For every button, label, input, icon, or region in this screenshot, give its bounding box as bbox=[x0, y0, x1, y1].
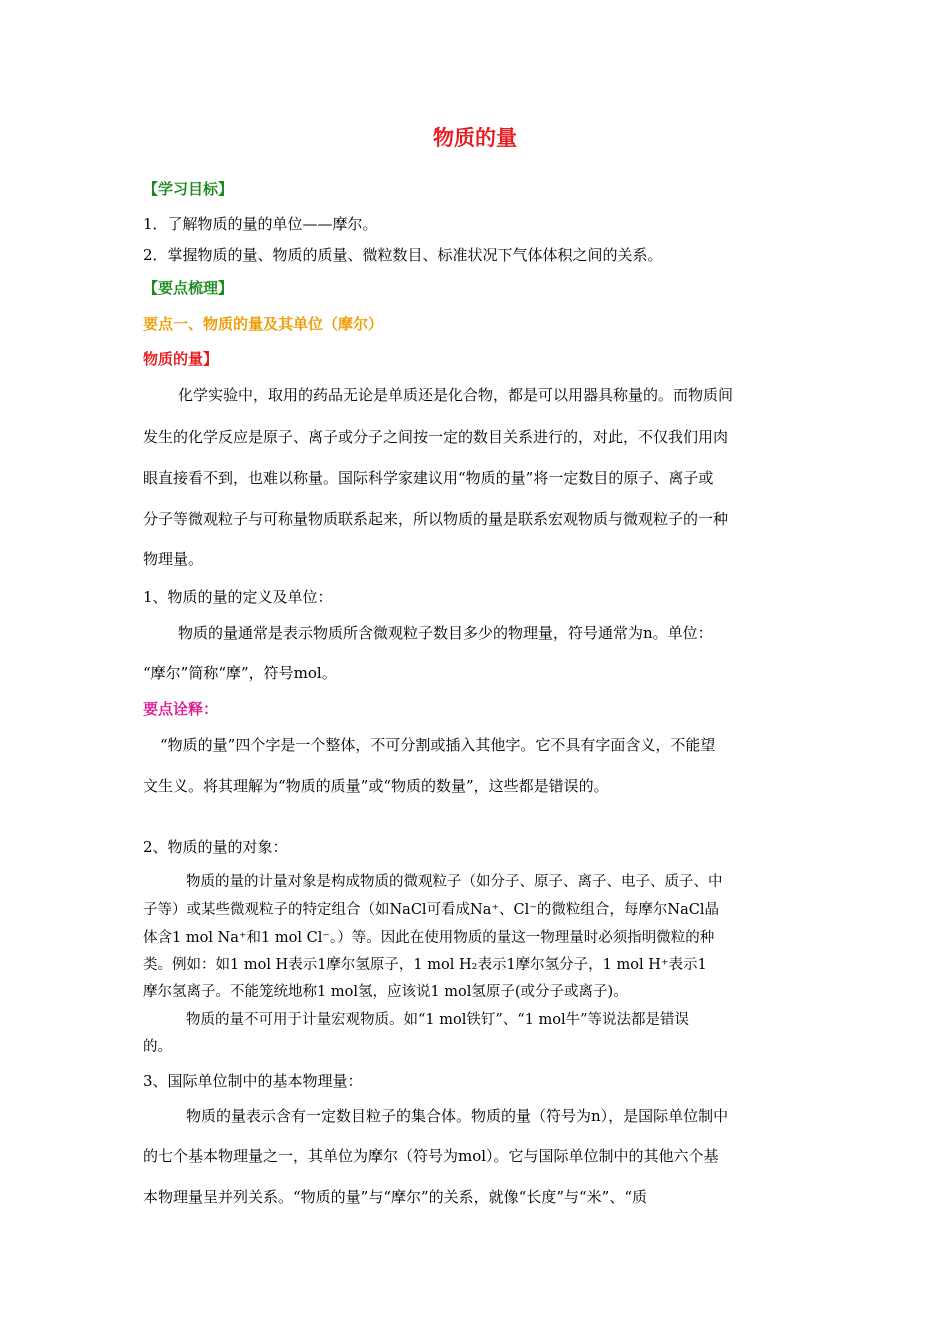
paragraph-line: 类。例如：如1 mol H表示1摩尔氢原子，1 mol H₂表示1摩尔氢分子，1 mol H⁺表示1 bbox=[143, 957, 707, 973]
note-header: 要点诠释： bbox=[143, 700, 219, 718]
paragraph-line: 的七个基本物理量之一，其单位为摩尔（符号为mol）。它与国际单位制中的其他六个基 bbox=[143, 1147, 719, 1165]
paragraph-line: “物质的量”四个字是一个整体，不可分割或插入其他字。它不具有字面含义，不能望 bbox=[160, 736, 716, 754]
si-header: 3、国际单位制中的基本物理量： bbox=[143, 1072, 363, 1090]
goal-1: 1．了解物质的量的单位——摩尔。 bbox=[143, 215, 378, 233]
paragraph-line: 子等）或某些微观粒子的特定组合（如NaCl可看成Na⁺、Cl⁻的微粒组合，每摩尔NaCl晶 bbox=[143, 902, 719, 918]
goal-2: 2．掌握物质的量、物质的质量、微粒数目、标准状况下气体体积之间的关系。 bbox=[143, 246, 663, 264]
definition-header: 1、物质的量的定义及单位： bbox=[143, 588, 333, 606]
paragraph-line: 物质的量表示含有一定数目粒子的集合体。物质的量（符号为n），是国际单位制中 bbox=[186, 1107, 729, 1125]
paragraph-line: 本物理量呈并列关系。“物质的量”与“摩尔”的关系，就像“长度”与“米”、“质 bbox=[143, 1188, 648, 1206]
paragraph-line: 物理量。 bbox=[143, 550, 204, 568]
paragraph-line: 发生的化学反应是原子、离子或分子之间按一定的数目关系进行的，对此，不仅我们用肉 bbox=[143, 428, 729, 446]
paragraph-line: 的。 bbox=[143, 1039, 172, 1055]
paragraph-line: 分子等微观粒子与可称量物质联系起来，所以物质的量是联系宏观物质与微观粒子的一种 bbox=[143, 510, 729, 528]
paragraph-line: 文生义。将其理解为“物质的质量”或“物质的数量”，这些都是错误的。 bbox=[143, 777, 609, 795]
paragraph-line: “摩尔”简称“摩”，符号mol。 bbox=[143, 664, 337, 682]
paragraph-line: 物质的量通常是表示物质所含微观粒子数目多少的物理量，符号通常为n。单位： bbox=[178, 624, 713, 642]
object-header: 2、物质的量的对象： bbox=[143, 838, 288, 856]
sub-header: 物质的量】 bbox=[143, 350, 219, 368]
paragraph-line: 眼直接看不到，也难以称量。国际科学家建议用“物质的量”将一定数目的原子、离子或 bbox=[143, 469, 714, 487]
paragraph-line: 化学实验中，取用的药品无论是单质还是化合物，都是可以用器具称量的。而物质间 bbox=[178, 386, 734, 404]
paragraph-line: 物质的量不可用于计量宏观物质。如“1 mol铁钉”、“1 mol牛”等说法都是错误 bbox=[186, 1012, 690, 1028]
goals-header: 【学习目标】 bbox=[143, 180, 234, 198]
paragraph-line: 摩尔氢离子。不能笼统地称1 mol氢，应该说1 mol氢原子(或分子或离子)。 bbox=[143, 984, 628, 1000]
points-header: 【要点梳理】 bbox=[143, 279, 234, 297]
paragraph-line: 体含1 mol Na⁺和1 mol Cl⁻。）等。因此在使用物质的量这一物理量时必须指明微粒的种 bbox=[143, 930, 715, 946]
paragraph-line: 物质的量的计量对象是构成物质的微观粒子（如分子、原子、离子、电子、质子、中 bbox=[186, 874, 723, 890]
point-1-header: 要点一、物质的量及其单位（摩尔） bbox=[143, 315, 384, 333]
page-title: 物质的量 bbox=[433, 126, 517, 150]
